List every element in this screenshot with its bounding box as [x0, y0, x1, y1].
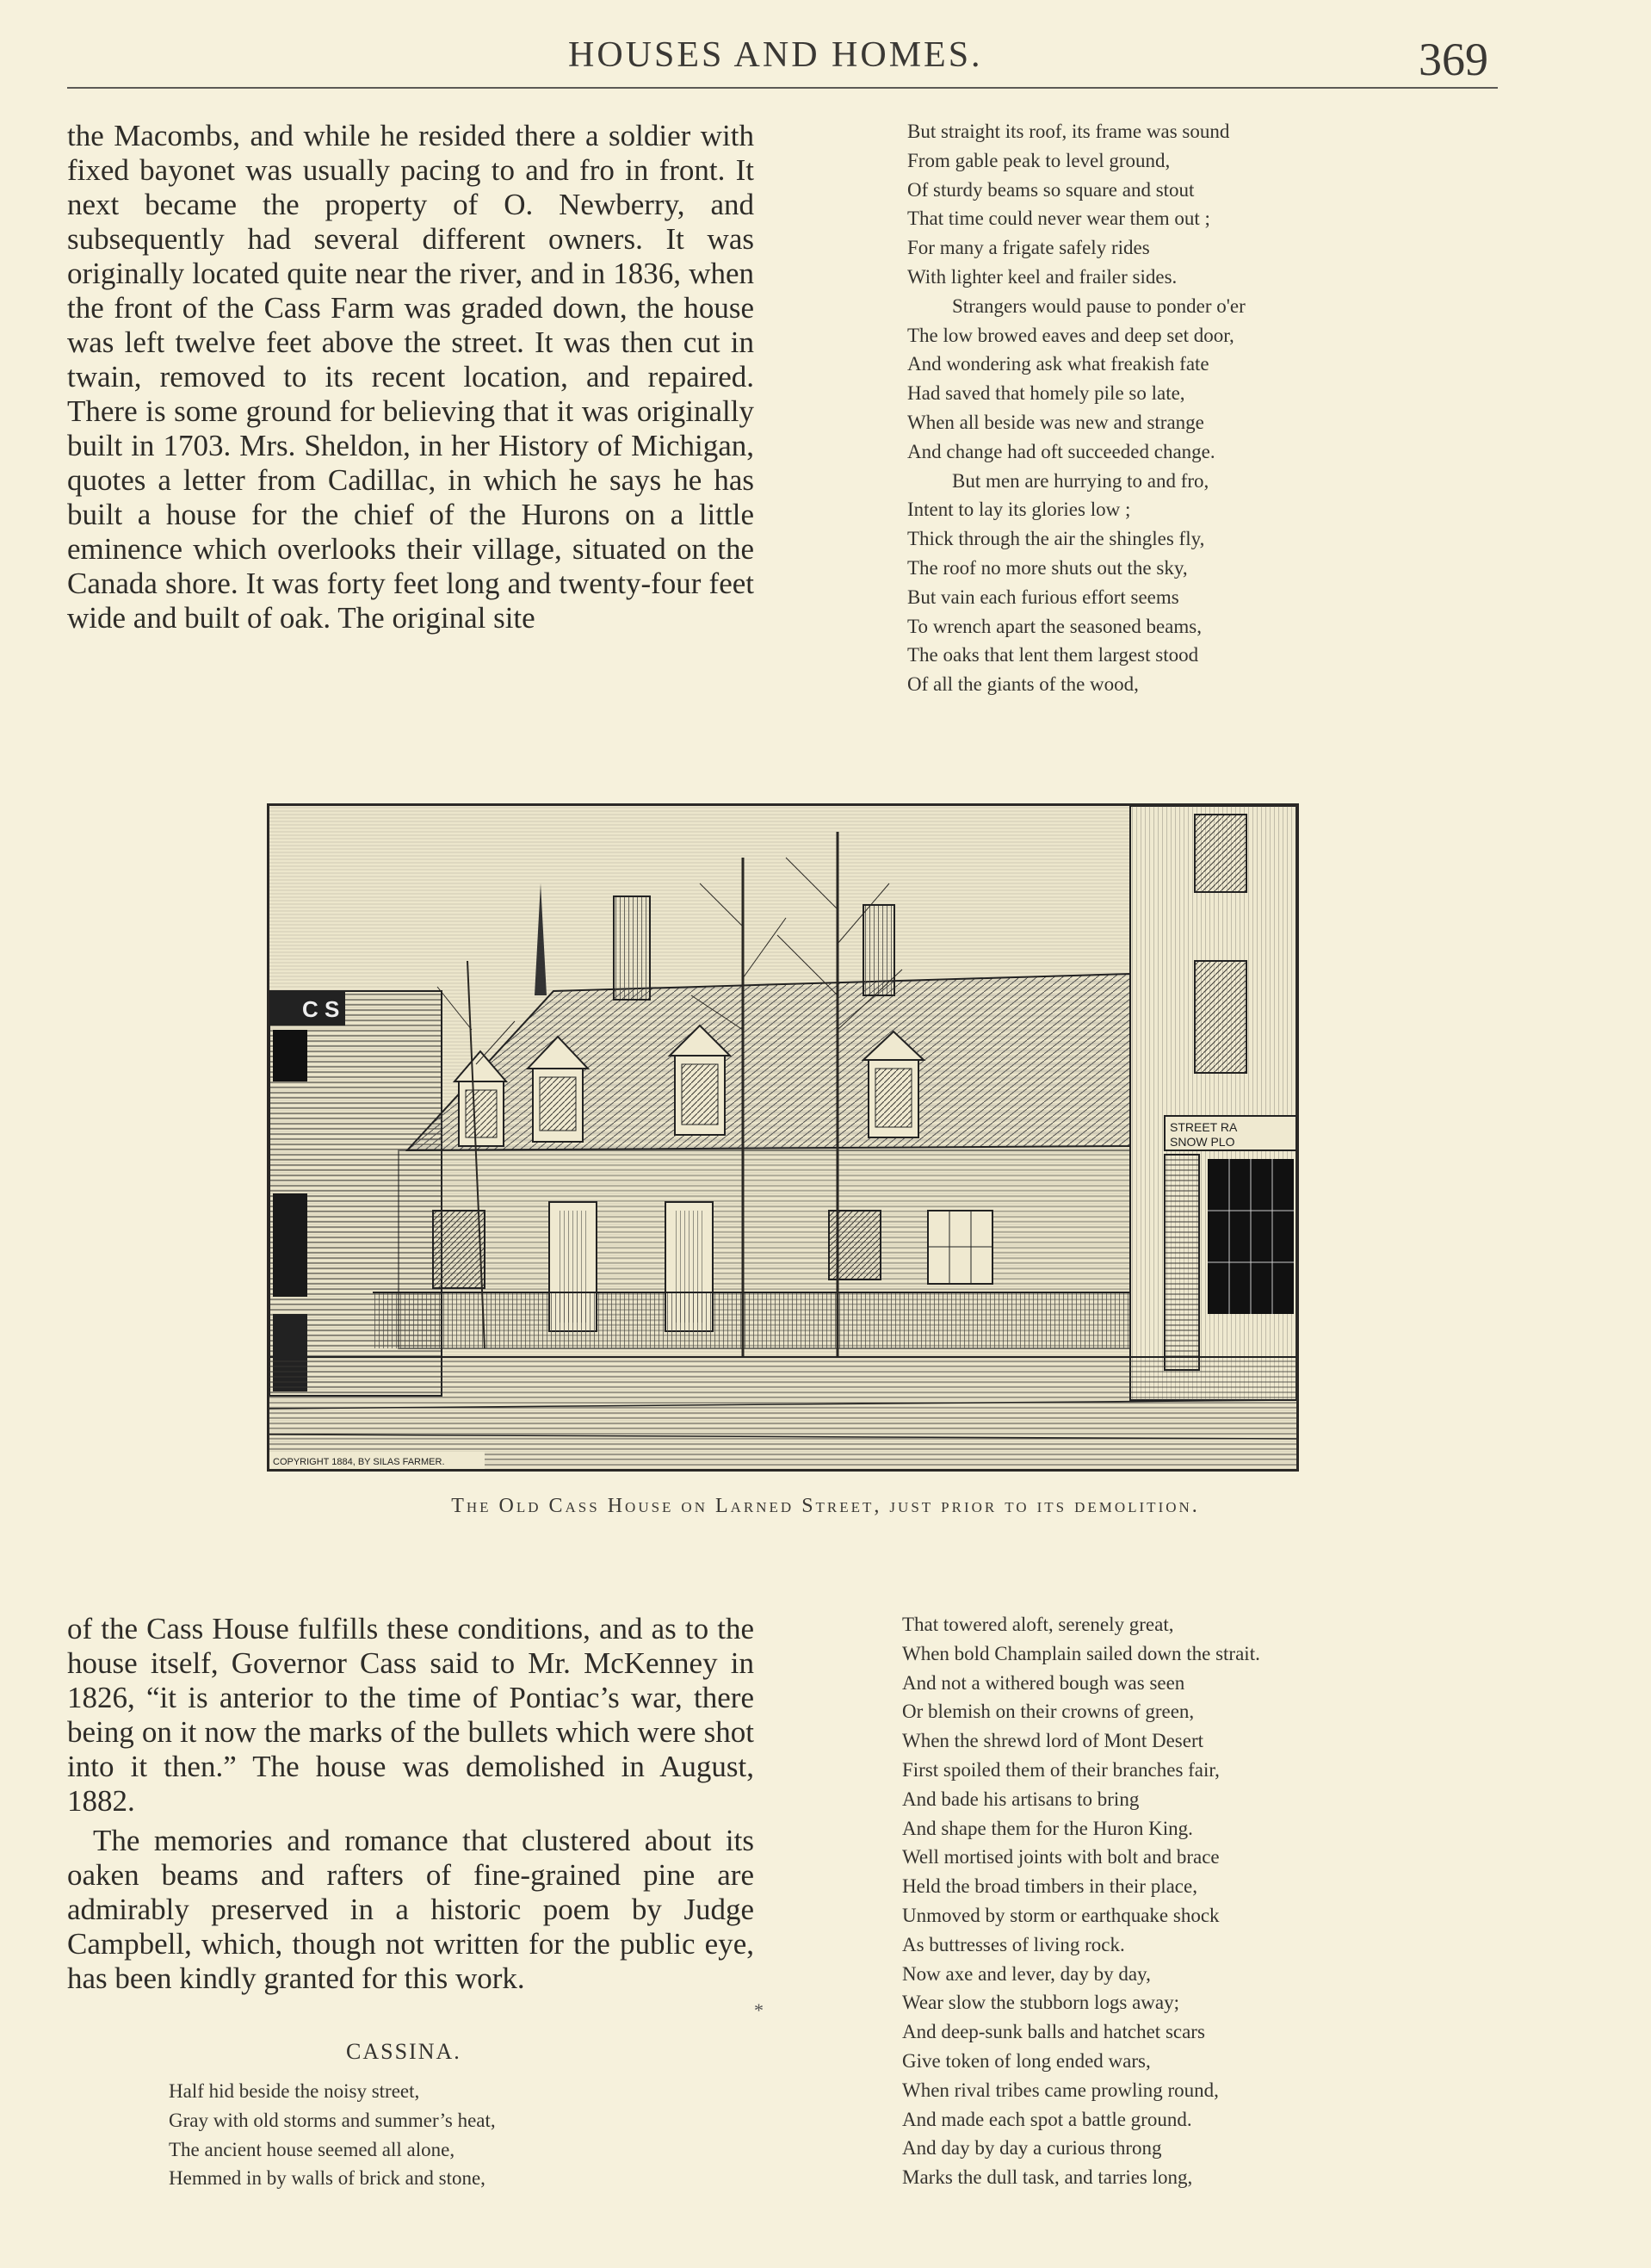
verse-line: And bade his artisans to bring	[902, 1788, 1140, 1810]
right-tall-building	[1130, 806, 1296, 1400]
verse-line: Give token of long ended wars,	[902, 2049, 1151, 2072]
verse-line: The oaks that lent them largest stood	[907, 644, 1199, 666]
verse-line: Or blemish on their crowns of green,	[902, 1701, 1195, 1723]
verse-line: But straight its roof, its frame was sound	[907, 121, 1230, 142]
verse-line: For many a frigate safely rides	[907, 237, 1150, 259]
verse-line: And made each spot a battle ground.	[902, 2108, 1192, 2130]
verse-line: The ancient house seemed all alone,	[169, 2138, 455, 2160]
verse-line: When rival tribes came prowling round,	[902, 2079, 1219, 2101]
verse-line: And shape them for the Huron King.	[902, 1817, 1193, 1839]
verse-line: The low browed eaves and deep set door,	[907, 324, 1234, 346]
header-title: HOUSES AND HOMES.	[568, 35, 983, 75]
shop-sign-line-2: SNOW PLO	[1170, 1135, 1235, 1149]
verse-line: And not a withered bough was seen	[902, 1671, 1185, 1694]
verse-line: Had saved that homely pile so late,	[907, 382, 1185, 405]
verse-line: Half hid beside the noisy street,	[169, 2080, 420, 2102]
poem-opening-lines	[169, 2077, 496, 2193]
verse-line: Of all the giants of the wood,	[907, 673, 1139, 696]
verse-line: To wrench apart the seasoned beams,	[907, 615, 1202, 637]
picket-fence	[373, 1292, 1130, 1348]
verse-line: From gable peak to level ground,	[907, 149, 1171, 171]
verse-line: When the shrewd lord of Mont Desert	[902, 1730, 1204, 1752]
verse-line: And wondering ask what freakish fate	[907, 353, 1209, 375]
cass-house-engraving	[269, 806, 1296, 1469]
shop-sign-line-1: STREET RA	[1170, 1120, 1238, 1134]
right-column-bottom-verse	[902, 1610, 1260, 2192]
verse-line: Held the broad timbers in their place,	[902, 1875, 1197, 1898]
verse-line: Wear slow the stubborn logs away;	[902, 1992, 1179, 2014]
chimney-right	[863, 905, 894, 995]
verse-line: Now axe and lever, day by day,	[902, 1962, 1151, 1985]
verse-line: But men are hurrying to and fro,	[952, 469, 1209, 492]
verse-line: Thick through the air the shingles fly,	[907, 528, 1205, 550]
engraving-illustration	[267, 803, 1299, 1472]
left-column-top	[67, 119, 754, 635]
verse-line: With lighter keel and frailer sides.	[907, 265, 1178, 288]
verse-line: And day by day a curious throng	[902, 2137, 1162, 2160]
verse-line: Hemmed in by walls of brick and stone,	[169, 2167, 485, 2190]
chimney-left	[614, 896, 650, 1000]
paragraph: the Macombs, and while he resided there a soldier with fixed bayonet was usually pacing to and fro in front. It next became the property of O. Newberry, and subsequently had several different owners. It was originally located quite near the river, and in 1836, when the front of the Cass Farm was graded down, the house was left twelve feet above the street. It was then cut in twain, removed to its recent location, and repaired. There is some ground for believing that it was originally built in 1703. Mrs. Sheldon, in her History of Michigan, quotes a letter from Cadillac, in which he says he has built a house for the chief of the Hurons on a little eminence which overlooks their village, situated on the Canada shore. It was forty feet long and twenty-four feet wide and built of oak. The original site	[67, 119, 754, 635]
verse-line: And change had oft succeeded change.	[907, 440, 1215, 462]
verse-line: That towered aloft, serenely great,	[902, 1614, 1174, 1635]
verse-line: First spoiled them of their branches fair,	[902, 1758, 1220, 1781]
verse-line: When all beside was new and strange	[907, 411, 1204, 433]
left-building-sign: C S	[302, 996, 340, 1022]
engraving-copyright: COPYRIGHT 1884, BY SILAS FARMER.	[273, 1457, 445, 1467]
verse-line: Of sturdy beams so square and stout	[907, 178, 1195, 201]
verse-line: As buttresses of living rock.	[902, 1933, 1125, 1955]
paragraph: The memories and romance that clustered about its oaken beams and rafters of fine-grained pine are admirably preserved in a historic poem by Judge Campbell, which, though not written for the public eye, has been kindly granted for this work.	[67, 1824, 754, 1995]
figure-caption: The Old Cass House on Larned Street, just prior to its demolition.	[451, 1495, 1200, 1517]
header-rule	[67, 87, 1498, 89]
verse-line: Intent to lay its glories low ;	[907, 499, 1131, 521]
asterisk-mark: *	[754, 1999, 764, 2021]
verse-line: But vain each furious effort seems	[907, 586, 1179, 608]
shop-door	[1165, 1155, 1199, 1370]
verse-line: That time could never wear them out ;	[907, 208, 1210, 230]
house-window	[433, 1211, 485, 1288]
verse-line: And deep-sunk balls and hatchet scars	[902, 2021, 1205, 2043]
verse-line: Unmoved by storm or earthquake shock	[902, 1904, 1220, 1926]
verse-line: When bold Champlain sailed down the strait.	[902, 1642, 1260, 1664]
right-column-top-verse	[907, 117, 1246, 699]
verse-line: Gray with old storms and summer’s heat,	[169, 2109, 496, 2131]
verse-line: Marks the dull task, and tarries long,	[902, 2166, 1193, 2189]
verse-line: The roof no more shuts out the sky,	[907, 556, 1188, 579]
verse-line: Well mortised joints with bolt and brace	[902, 1846, 1220, 1868]
paragraph: of the Cass House fulfills these conditions, and as to the house itself, Governor Cass said to Mr. McKenney in 1826, “it is anterior to the time of Pontiac’s war, there being on it now the marks of the bullets which were shot into it then.” The house was demolished in August, 1882.	[67, 1612, 754, 1818]
page-number: 369	[1419, 34, 1488, 85]
verse-line: Strangers would pause to ponder o'er	[952, 294, 1246, 317]
left-column-bottom	[67, 1612, 754, 1996]
poem-title: CASSINA.	[346, 2039, 461, 2064]
